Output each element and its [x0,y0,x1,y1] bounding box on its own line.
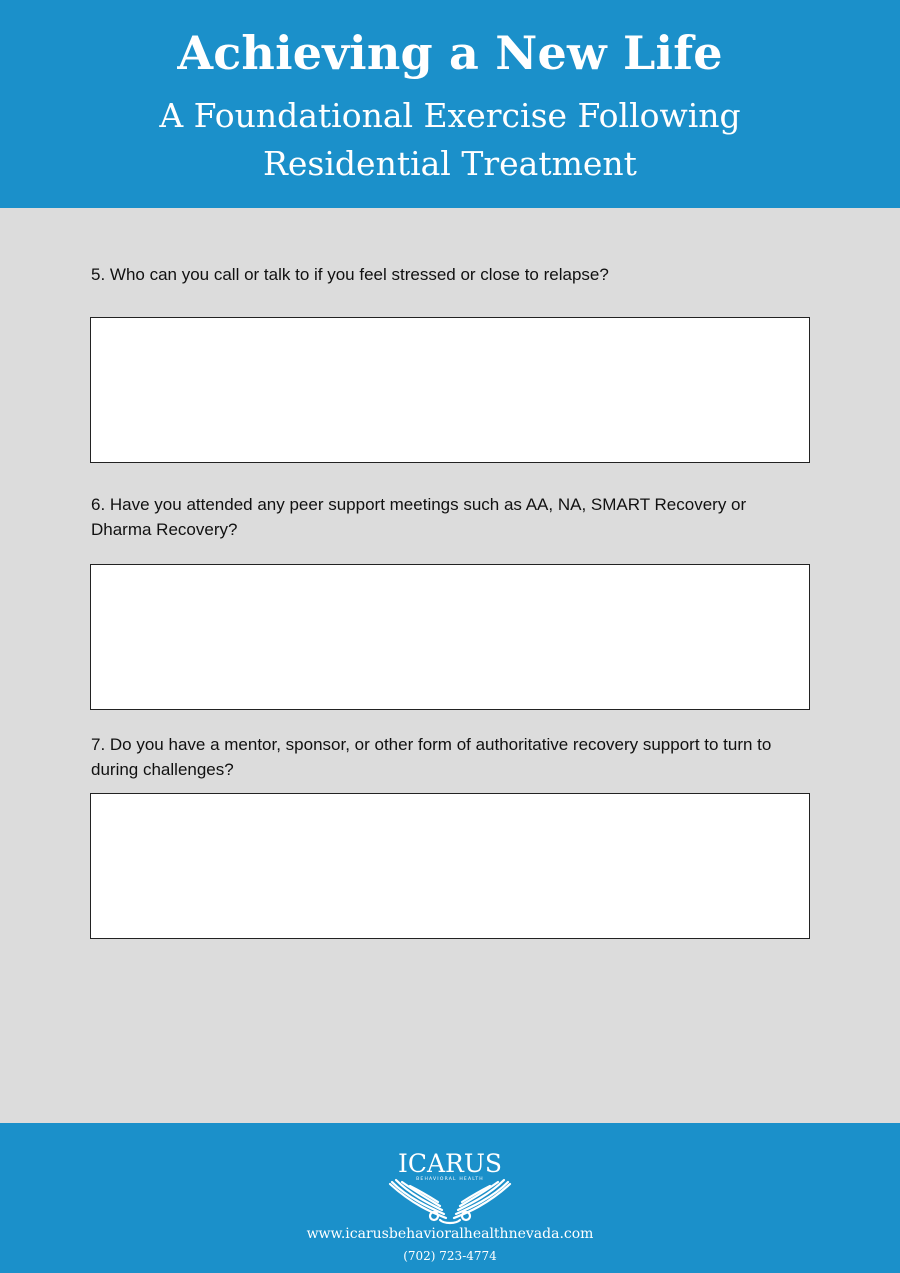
phone-number[interactable]: (702) 723-4774 [403,1249,497,1263]
logo-tagline: BEHAVIORAL HEALTH [416,1177,484,1182]
page-footer [0,1123,900,1273]
question-6-answer-box[interactable] [90,564,810,710]
icarus-logo [384,1148,516,1226]
page-header [0,0,900,208]
question-7-label: 7. Do you have a mentor, sponsor, or other form of authoritative recovery support to turn to during challenges? [91,735,772,779]
question-5-label: 5. Who can you call or talk to if you feel stressed or close to relapse? [91,265,609,284]
question-5-answer-box[interactable] [90,317,810,463]
page-title: Achieving a New Life [177,26,723,80]
wings-icon [390,1180,510,1223]
logo-name: ICARUS [397,1149,503,1178]
website-url[interactable]: www.icarusbehavioralhealthnevada.com [306,1226,594,1242]
question-6-label: 6. Have you attended any peer support meetings such as AA, NA, SMART Recovery or Dharma Recovery? [91,495,747,539]
page-subtitle: A Foundational Exercise Following Residential Treatment [159,96,741,183]
question-7-answer-box[interactable] [90,793,810,939]
